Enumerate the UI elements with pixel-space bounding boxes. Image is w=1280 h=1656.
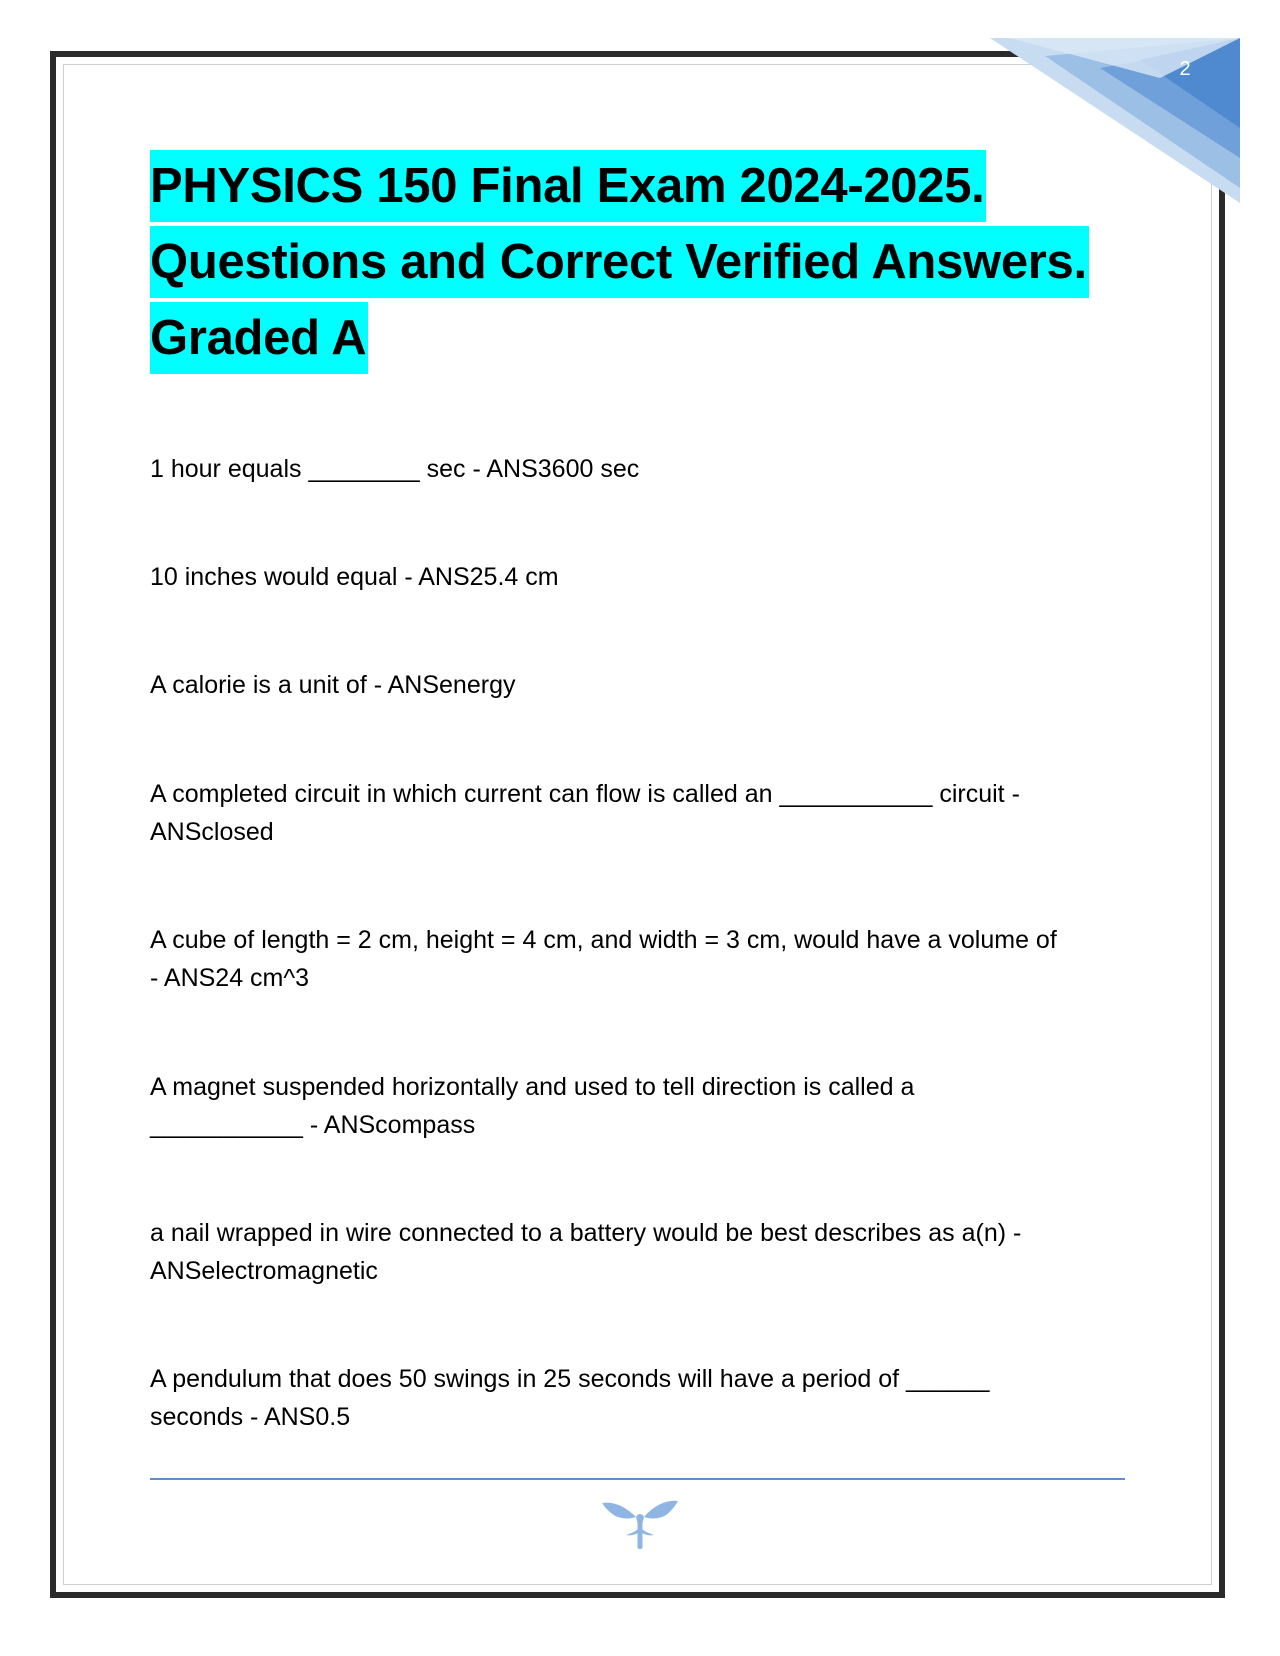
qa-item: 10 inches would equal - ANS25.4 cm — [150, 563, 559, 591]
page-number: 2 — [1179, 58, 1191, 80]
title-line-2: Questions and Correct Verified Answers. — [150, 226, 1089, 298]
title-line-1: PHYSICS 150 Final Exam 2024-2025. — [150, 150, 986, 222]
footer-divider — [150, 1478, 1125, 1480]
qa-item: a nail wrapped in wire connected to a battery would be best describes as a(n) - ANSelectromagnetic — [150, 1219, 1022, 1285]
qa-item: A completed circuit in which current can flow is called an ___________ circuit - ANSclosed — [150, 780, 1020, 846]
document-title — [150, 150, 1150, 378]
qa-item: 1 hour equals ________ sec - ANS3600 sec — [150, 455, 640, 483]
qa-item: A pendulum that does 50 swings in 25 seconds will have a period of ______ seconds - ANS0.5 — [150, 1365, 990, 1431]
bird-logo-icon — [600, 1495, 680, 1551]
qa-item: A cube of length = 2 cm, height = 4 cm, and width = 3 cm, would have a volume of - ANS24 cm^3 — [150, 926, 1057, 992]
title-line-3: Graded A — [150, 302, 368, 374]
qa-item: A magnet suspended horizontally and used to tell direction is called a ___________ - ANScompass — [150, 1073, 915, 1139]
qa-item: A calorie is a unit of - ANSenergy — [150, 671, 516, 699]
